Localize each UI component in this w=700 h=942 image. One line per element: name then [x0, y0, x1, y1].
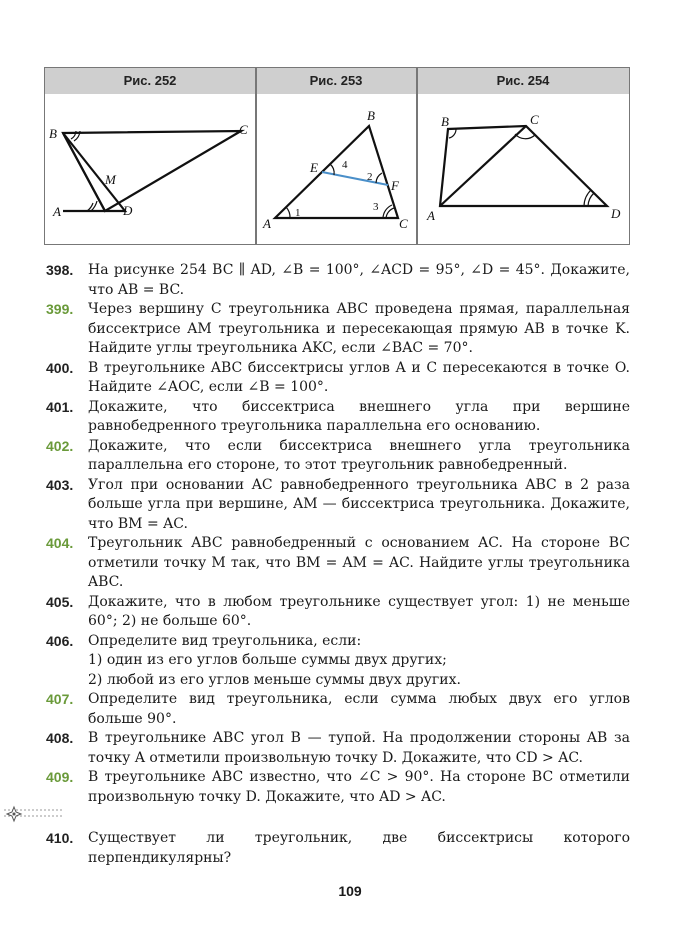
problem-text: В треугольнике ABC известно, что ∠C > 90°. На стороне BC отметили произвольную точку D. Докажите, что AD > AC.	[88, 769, 630, 805]
figure-252	[63, 131, 241, 211]
problem-list	[0, 261, 700, 868]
label-C-252: C	[239, 122, 248, 137]
problem-number: 401.	[46, 398, 74, 415]
angle-mark-d-254	[588, 193, 594, 206]
problem-number: 408.	[46, 730, 74, 746]
label-D-254: D	[611, 206, 621, 221]
problem-401	[0, 398, 700, 437]
difficulty-marker-icon	[0, 796, 64, 824]
problem-text: Докажите, что если биссектриса внешнего угла треугольника параллельна его стороне, то этот треугольник равнобедренный.	[88, 437, 630, 473]
problem-text: В треугольнике ABC биссектрисы углов A и C пересекаются в точке O. Найдите ∠AOC, если ∠B = 100°.	[88, 359, 630, 395]
angle-mark-b-254	[449, 129, 456, 138]
problem-402	[0, 437, 700, 476]
problem-text	[88, 632, 630, 691]
problem-409	[0, 768, 700, 807]
angle-mark-3	[386, 208, 394, 218]
problem-text: Угол при основании AC равнобедренного треугольника ABC в 2 раза больше угла при вершине, AM — биссектриса треугольника. Докажите, что BM = AC.	[88, 476, 630, 532]
problem-number: 406.	[46, 632, 74, 649]
problem-number: 400.	[46, 359, 74, 376]
problem-text: Определите вид треугольника, если сумма любых двух его углов больше 90°.	[88, 691, 630, 727]
problem-398	[0, 261, 700, 300]
angle-mark-3b	[383, 205, 392, 218]
problem-403	[0, 476, 700, 535]
figure-table	[44, 67, 630, 245]
problem-404	[0, 534, 700, 593]
problem-line: 1) один из его углов больше суммы двух других;	[88, 652, 447, 668]
problem-number: 405.	[46, 593, 74, 610]
label-4-253: 4	[342, 159, 348, 171]
label-1-253: 1	[295, 207, 301, 219]
label-D-252: D	[123, 203, 133, 218]
problem-408	[0, 729, 700, 768]
page-number: 109	[338, 883, 362, 899]
problem-406	[0, 632, 700, 691]
problem-text: На рисунке 254 BC ∥ AD, ∠B = 100°, ∠ACD = 95°, ∠D = 45°. Докажите, что AB = BC.	[88, 262, 630, 298]
problem-400	[0, 359, 700, 398]
problem-number: 407.	[46, 691, 74, 707]
label-B-252: B	[49, 126, 57, 141]
segment-ef	[322, 172, 388, 185]
problem-text: Через вершину C треугольника ABC проведена прямая, параллельная биссектрисе AM треугольника и пересекающая прямую AB в точке K. Найдите углы треугольника AKC, если ∠BAC = 70°.	[88, 301, 630, 356]
label-2-253: 2	[367, 171, 373, 183]
problem-407	[0, 690, 700, 729]
angle-mark-2	[376, 173, 382, 183]
diagonal-ac	[440, 126, 526, 206]
angle-mark-1	[286, 207, 290, 218]
figure-253	[275, 126, 398, 218]
label-A-252: A	[53, 204, 61, 219]
problem-405	[0, 593, 700, 632]
label-M-252: M	[105, 172, 116, 187]
label-B-254: B	[441, 114, 449, 129]
problem-410	[0, 829, 700, 868]
problem-text: Докажите, что биссектриса внешнего угла при вершине равнобедренного треугольника параллельна его основанию.	[88, 398, 630, 434]
label-C-254: C	[530, 112, 539, 127]
problem-line: Определите вид треугольника, если:	[88, 632, 362, 649]
figure-caption-254: Рис. 254	[417, 68, 629, 94]
label-A-253: A	[263, 216, 271, 231]
figure-caption-253: Рис. 253	[256, 68, 416, 94]
problem-number: 399.	[46, 301, 74, 317]
problem-text: В треугольнике ABC угол B — тупой. На продолжении стороны AB за точку A отметили произвольную точку D. Докажите, что CD > AC.	[88, 730, 630, 766]
figure-254	[440, 126, 607, 206]
label-3-253: 3	[373, 201, 379, 213]
problem-number: 404.	[46, 535, 74, 551]
problem-text: Треугольник ABC равнобедренный с основанием AC. На стороне BC отметили точку M так, что BM = AM = AC. Найдите углы треугольника ABC.	[88, 535, 630, 590]
problem-number: 398.	[46, 262, 74, 278]
problem-number: 409.	[46, 769, 74, 785]
label-E-253: E	[310, 160, 318, 175]
problem-text: Существует ли треугольник, две биссектрисы которого перпендикулярны?	[88, 830, 630, 866]
triangle-bmc	[63, 131, 241, 211]
problem-399	[0, 300, 700, 359]
figures-drawing	[45, 68, 631, 246]
problem-number: 402.	[46, 437, 74, 454]
label-F-253: F	[391, 178, 399, 193]
problem-number: 410.	[46, 830, 74, 846]
label-B-253: B	[367, 108, 375, 123]
label-C-253: C	[399, 216, 408, 231]
label-A-254: A	[427, 208, 435, 223]
problem-text: Докажите, что в любом треугольнике существует угол: 1) не меньше 60°; 2) не больше 60°.	[88, 593, 630, 629]
triangle-abc	[275, 126, 398, 218]
figure-caption-252: Рис. 252	[45, 68, 255, 94]
problem-line: 2) любой из его углов меньше суммы двух других.	[88, 671, 461, 688]
problem-number: 403.	[46, 476, 74, 493]
